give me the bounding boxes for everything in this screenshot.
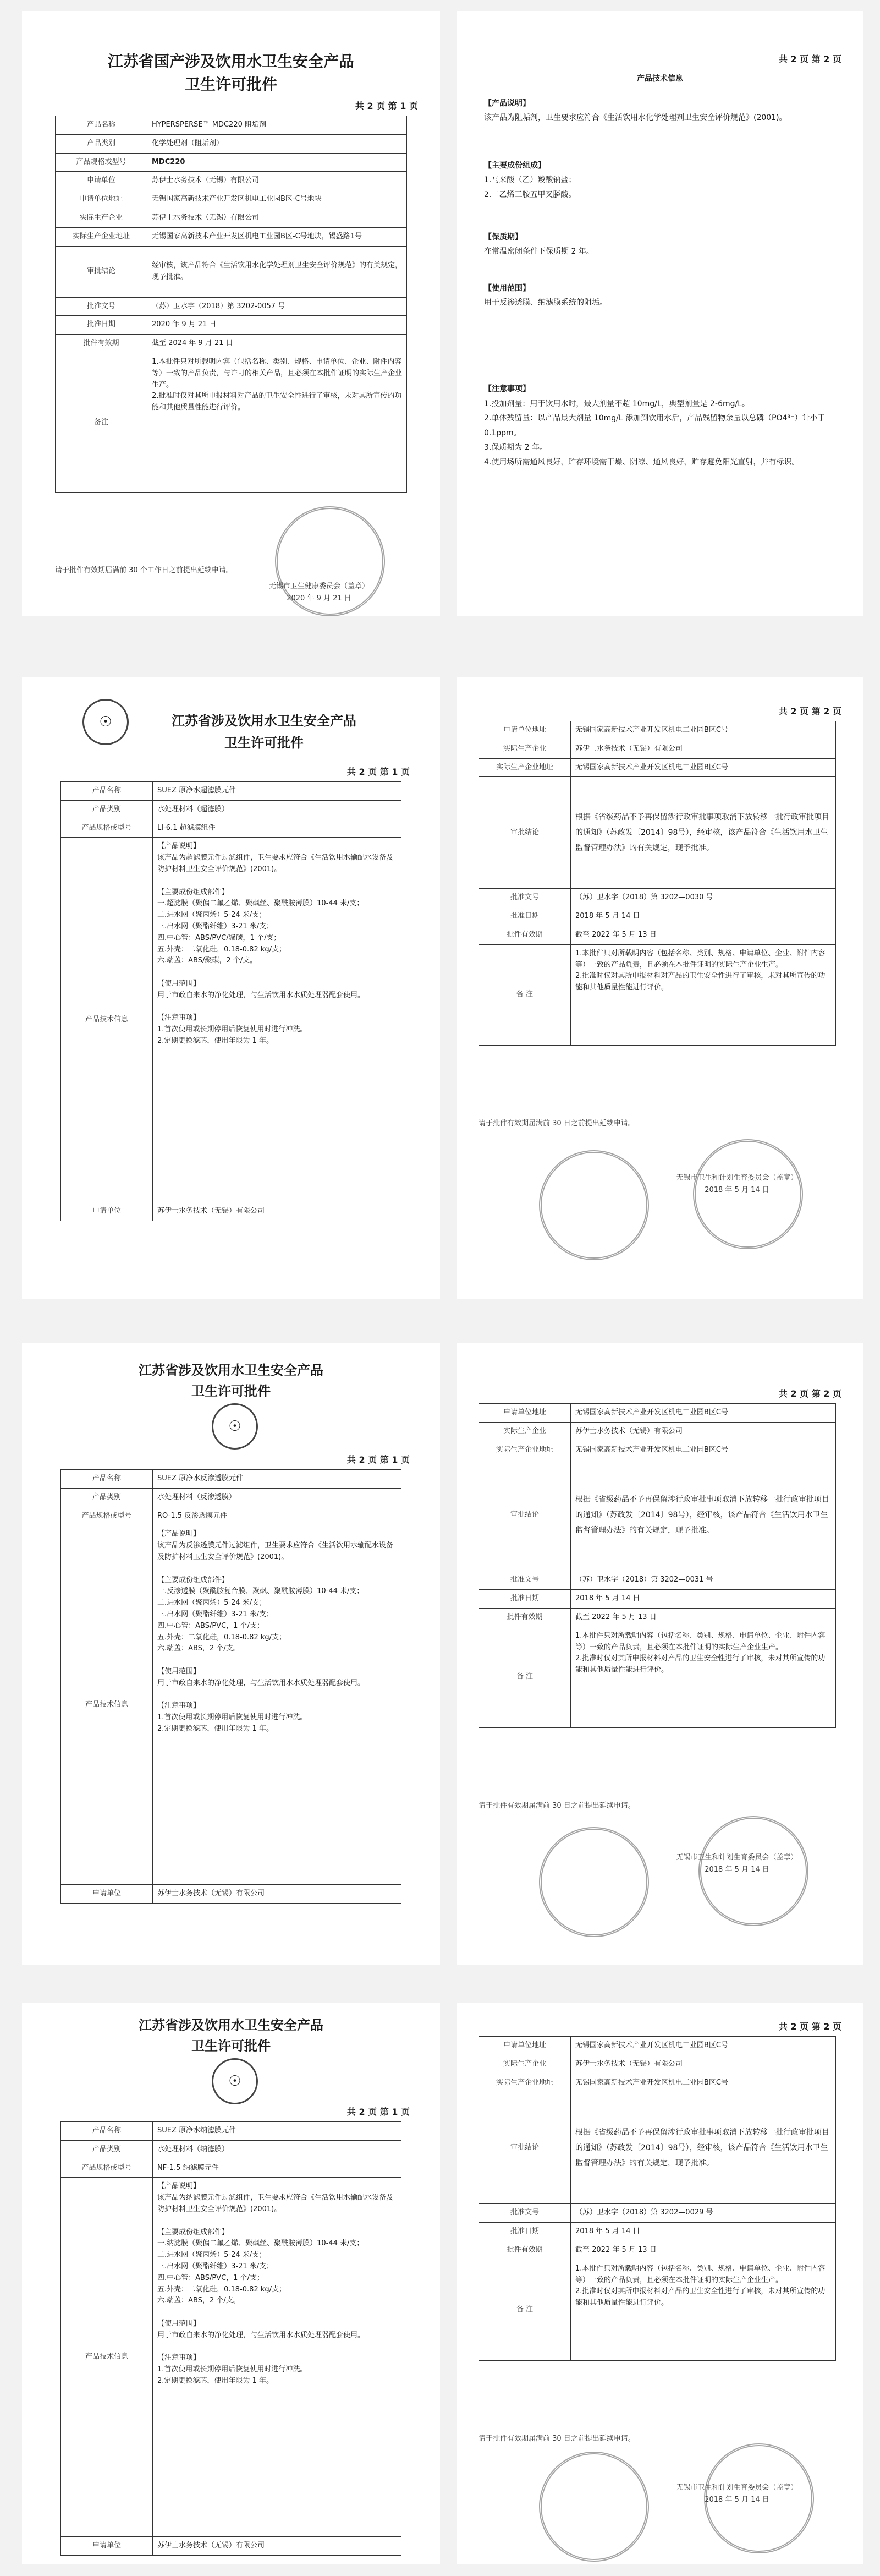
table-row: 批准文号 （苏）卫水字（2018）第 3202—0030 号 bbox=[479, 889, 836, 907]
table-row: 批准日期 2018 年 5 月 14 日 bbox=[479, 1590, 836, 1609]
table-row: 实际生产企业地址 无锡国家高新技术产业开发区机电工业园B区C号 bbox=[479, 2074, 836, 2092]
permit-table bbox=[55, 116, 407, 493]
table-row: 申请单位 苏伊士水务技术（无锡）有限公司 bbox=[61, 2537, 402, 2556]
permit-table bbox=[61, 2121, 402, 2556]
page-number: 共 2 页 第 1 页 bbox=[346, 1454, 410, 1465]
page-number: 共 2 页 第 2 页 bbox=[778, 54, 842, 64]
official-seal bbox=[525, 1813, 663, 1951]
issuer: 无锡市卫生和计划生育委员会（盖章） 2018 年 5 月 14 日 bbox=[676, 1853, 798, 1874]
official-seal bbox=[684, 1802, 823, 1940]
table-row: 备 注 1.本批件只对所载明内容（包括名称、类别、规格、申请单位、企业、附件内容等）一致的产品负责，且必须在本批件证明的实际生产企业生产。 2.批准时仅对其所申报材料对产品的卫生安全性进行了审核，未对其所宣传的功能和其他质量性能进行评价。 bbox=[479, 2260, 836, 2360]
table-row: 实际生产企业 苏伊士水务技术（无锡）有限公司 bbox=[479, 2055, 836, 2074]
table-row: 批准文号 （苏）卫水字（2018）第 3202-0057 号 bbox=[56, 297, 407, 316]
permit-table bbox=[61, 1469, 402, 1904]
table-row: 批件有效期 截至 2022 年 5 月 13 日 bbox=[479, 2241, 836, 2260]
footnote: 请于批件有效期届满前 30 日之前提出延续申请。 bbox=[479, 1119, 635, 1128]
table-row: 申请单位 苏伊士水务技术（无锡）有限公司 bbox=[61, 1202, 402, 1221]
permit-table bbox=[61, 781, 402, 1221]
doc4-page2 bbox=[457, 2003, 864, 2564]
table-row: 批准日期 2018 年 5 月 14 日 bbox=[479, 907, 836, 926]
table-row: 审批结论 根据《省级药品不予再保留涉行政审批事项取消下放转移一批行政审批项目的通知》（苏政发〔2014〕98号），经审核，该产品符合《生活饮用水卫生监督管理办法》的有关规定，现予批准。 bbox=[479, 1459, 836, 1571]
table-row: 产品类别 水处理材料（反渗透膜） bbox=[61, 1488, 402, 1507]
footnote: 请于批件有效期届满前 30 日之前提出延续申请。 bbox=[479, 1802, 635, 1810]
emblem-icon: ☉ bbox=[82, 699, 129, 745]
page-number: 共 2 页 第 1 页 bbox=[346, 767, 410, 777]
table-row: 产品名称 SUEZ 原净水反渗透膜元件 bbox=[61, 1470, 402, 1489]
page-number: 共 2 页 第 2 页 bbox=[778, 1388, 842, 1399]
doc3-page2 bbox=[457, 1343, 864, 1965]
table-row: 实际生产企业地址 无锡国家高新技术产业开发区机电工业园B区-C号地块，锡盛路1号 bbox=[56, 227, 407, 246]
table-row: 申请单位 苏伊士水务技术（无锡）有限公司 bbox=[56, 172, 407, 190]
permit-table bbox=[479, 721, 836, 1046]
doc-subtitle: 卫生许可批件 bbox=[191, 2038, 271, 2054]
doc-subtitle: 卫生许可批件 bbox=[184, 75, 277, 94]
doc-subtitle: 卫生许可批件 bbox=[224, 735, 304, 751]
table-row: 批准文号 （苏）卫水字（2018）第 3202—0029 号 bbox=[479, 2204, 836, 2223]
table-row: 产品技术信息 【产品说明】 该产品为纳滤膜元件过滤组件，卫生要求应符合《生活饮用水输配水设备及防护材料卫生安全评价规范》(2001)。 【主要成份组成部件】 一.纳滤膜（聚偏二氟乙烯、聚砜丝、聚酰胺薄膜）10-44 米/支； 二.进水网（聚丙烯）5-24 米/支； 三.出水网（聚酯纤维）3-21 米/支； 四.中心管：ABS/PVC，1 个/支； 五.外壳：二氧化硅，0.18-0.82 kg/支； 六.端盖：ABS，2 个/支。 【使用范围】 用于市政自来水的净化处理，与生活饮用水水质处理器配套使用。 【注意事项】 1.首次使用或长期停用后恢复使用时进行冲洗。 2.定期更换滤芯，使用年限为 1 年。 bbox=[61, 2178, 402, 2537]
page-number: 共 2 页 第 1 页 bbox=[355, 101, 418, 111]
table-row: 产品规格或型号 MDC220 bbox=[56, 153, 407, 172]
doc1-page1 bbox=[22, 11, 440, 616]
table-row: 批件有效期 截至 2024 年 9 月 21 日 bbox=[56, 335, 407, 353]
doc-title: 江苏省国产涉及饮用水卫生安全产品 bbox=[107, 52, 354, 70]
doc2-page2 bbox=[457, 677, 864, 1299]
page-number: 共 2 页 第 1 页 bbox=[346, 2107, 410, 2117]
table-row: 申请单位 苏伊士水务技术（无锡）有限公司 bbox=[61, 1885, 402, 1904]
table-row: 备 注 1.本批件只对所载明内容（包括名称、类别、规格、申请单位、企业、附件内容等）一致的产品负责，且必须在本批件证明的实际生产企业生产。 2.批准时仅对其所申报材料对产品的卫生安全性进行了审核，未对其所宣传的功能和其他质量性能进行评价。 bbox=[479, 1627, 836, 1727]
tech-info: 产品技术信息 【产品说明】 该产品为阻垢剂，卫生要求应符合《生活饮用水化学处理剂卫生安全评价规范》(2001)。 【主要成份组成】 1.马来酸（乙）羧酸钠盐； 2.二乙烯三胺五甲叉膦酸。 【保质期】 在常温密闭条件下保质期 2 年。 【使用范围】 用于反渗透膜、纳滤膜系统的阻垢。 【注意事项】 1.投加剂量：用于饮用水时，最大剂量不超 10mg/L，典型剂量是 2-6mg/L。 2.单体残留量：以产品最大剂量 10mg/L 添加到饮用水后，产品残留物余量以总磷（PO4³⁻）计小于 0.1ppm。 3.保质期为 2 年。 4.使用场所需通风良好，贮存环境需干燥、阴凉、通风良好，贮存避免阳光直射，并有标识。 bbox=[484, 74, 826, 467]
official-seal bbox=[679, 1125, 817, 1264]
official-seal bbox=[525, 2437, 663, 2576]
doc3-page1 bbox=[22, 1343, 440, 1965]
doc-subtitle: 卫生许可批件 bbox=[191, 1383, 271, 1399]
table-row: 产品规格或型号 NF-1.5 纳滤膜元件 bbox=[61, 2159, 402, 2178]
table-row: 申请单位地址 无锡国家高新技术产业开发区机电工业园B区-C号地块 bbox=[56, 190, 407, 209]
footnote: 请于批件有效期届满前 30 日之前提出延续申请。 bbox=[479, 2435, 635, 2443]
emblem-icon: ☉ bbox=[212, 2058, 258, 2104]
table-row: 实际生产企业地址 无锡国家高新技术产业开发区机电工业园B区C号 bbox=[479, 758, 836, 777]
table-row: 申请单位地址 无锡国家高新技术产业开发区机电工业园B区C号 bbox=[479, 1404, 836, 1423]
table-row: 实际生产企业 苏伊士水务技术（无锡）有限公司 bbox=[56, 209, 407, 227]
doc1-page2 bbox=[457, 11, 864, 616]
table-row: 审批结论 经审核，该产品符合《生活饮用水化学处理剂卫生安全评价规范》的有关规定，现予批准。 bbox=[56, 246, 407, 297]
doc-title: 江苏省涉及饮用水卫生安全产品 bbox=[139, 2017, 323, 2033]
table-row: 审批结论 根据《省级药品不予再保留涉行政审批事项取消下放转移一批行政审批项目的通知》（苏政发〔2014〕98号），经审核，该产品符合《生活饮用水卫生监督管理办法》的有关规定，现予批准。 bbox=[479, 2092, 836, 2204]
table-row: 产品规格或型号 LI-6.1 超滤膜组件 bbox=[61, 819, 402, 838]
table-row: 产品规格或型号 RO-1.5 反渗透膜元件 bbox=[61, 1507, 402, 1525]
permit-table bbox=[479, 1403, 836, 1728]
table-row: 备 注 1.本批件只对所载明内容（包括名称、类别、规格、申请单位、企业、附件内容等）一致的产品负责，且必须在本批件证明的实际生产企业生产。 2.批准时仅对其所申报材料对产品的卫生安全性进行了审核，未对其所宣传的功能和其他质量性能进行评价。 bbox=[479, 944, 836, 1045]
table-row: 产品技术信息 【产品说明】 该产品为超滤膜元件过滤组件，卫生要求应符合《生活饮用水输配水设备及防护材料卫生安全评价规范》(2001)。 【主要成份组成部件】 一.超滤膜（聚偏二氟乙烯、聚砜丝、聚酰胺薄膜）10-44 米/支； 二.进水网（聚丙烯）5-24 米/支； 三.出水网（聚酯纤维）3-21 米/支； 四.中心管：ABS/PVC/聚碳，1 个/支； 五.外壳：二氧化硅，0.18-0.82 kg/支； 六.端盖：ABS/聚碳，2 个/支。 【使用范围】 用于市政自来水的净化处理，与生活饮用水水质处理器配套使用。 【注意事项】 1.首次使用或长期停用后恢复使用时进行冲洗。 2.定期更换滤芯，使用年限为 1 年。 bbox=[61, 838, 402, 1202]
table-row: 产品名称 SUEZ 原净水超滤膜元件 bbox=[61, 782, 402, 801]
doc2-page1 bbox=[22, 677, 440, 1299]
table-row: 批准日期 2020 年 9 月 21 日 bbox=[56, 316, 407, 335]
official-seal bbox=[690, 2429, 828, 2568]
table-row: 备注 1.本批件只对所载明内容（包括名称、类别、规格、申请单位、企业、附件内容等）一致的产品负责，与许可的相关产品，且必须在本批件证明的实际生产企业生产。 2.批准时仅对其所申报材料对产品的卫生安全性进行了审核，未对其所宣传的功能和其他质量性能进行评价。 bbox=[56, 353, 407, 492]
doc-title: 江苏省涉及饮用水卫生安全产品 bbox=[172, 713, 356, 729]
table-row: 产品类别 化学处理剂（阻垢剂） bbox=[56, 134, 407, 153]
table-row: 产品类别 水处理材料（超滤膜） bbox=[61, 800, 402, 819]
issuer: 无锡市卫生和计划生育委员会（盖章） 2018 年 5 月 14 日 bbox=[676, 1174, 798, 1195]
page-number: 共 2 页 第 2 页 bbox=[778, 2021, 842, 2032]
table-row: 产品类别 水处理材料（纳滤膜） bbox=[61, 2140, 402, 2159]
table-row: 审批结论 根据《省级药品不予再保留涉行政审批事项取消下放转移一批行政审批项目的通知》（苏政发〔2014〕98号），经审核，该产品符合《生活饮用水卫生监督管理办法》的有关规定，现予批准。 bbox=[479, 777, 836, 889]
issuer: 无锡市卫生健康委员会（盖章） 2020 年 9 月 21 日 bbox=[268, 582, 369, 603]
table-row: 实际生产企业地址 无锡国家高新技术产业开发区机电工业园B区C号 bbox=[479, 1441, 836, 1459]
doc-title: 江苏省涉及饮用水卫生安全产品 bbox=[139, 1363, 323, 1378]
official-seal bbox=[261, 492, 399, 631]
table-row: 批准日期 2018 年 5 月 14 日 bbox=[479, 2223, 836, 2241]
table-row: 批件有效期 截至 2022 年 5 月 13 日 bbox=[479, 1608, 836, 1627]
table-row: 产品技术信息 【产品说明】 该产品为反渗透膜元件过滤组件，卫生要求应符合《生活饮用水输配水设备及防护材料卫生安全评价规范》(2001)。 【主要成份组成部件】 一.反渗透膜（聚酰胺复合膜、聚砜、聚酰胺薄膜）10-44 米/支； 二.进水网（聚丙烯）5-24 米/支； 三.出水网（聚酯纤维）3-21 米/支； 四.中心管：ABS/PVC，1 个/支； 五.外壳：二氧化硅，0.18-0.82 kg/支； 六.端盖：ABS，2 个/支。 【使用范围】 用于市政自来水的净化处理，与生活饮用水水质处理器配套使用。 【注意事项】 1.首次使用或长期停用后恢复使用时进行冲洗。 2.定期更换滤芯，使用年限为 1 年。 bbox=[61, 1525, 402, 1885]
issuer: 无锡市卫生和计划生育委员会（盖章） 2018 年 5 月 14 日 bbox=[676, 2484, 798, 2504]
official-seal bbox=[525, 1136, 663, 1275]
table-row: 实际生产企业 苏伊士水务技术（无锡）有限公司 bbox=[479, 1422, 836, 1441]
table-row: 申请单位地址 无锡国家高新技术产业开发区机电工业园B区C号 bbox=[479, 2037, 836, 2055]
emblem-icon: ☉ bbox=[212, 1403, 258, 1450]
table-row: 批件有效期 截至 2022 年 5 月 13 日 bbox=[479, 926, 836, 944]
footnote: 请于批件有效期届满前 30 个工作日之前提出延续申请。 bbox=[55, 566, 233, 575]
page-number: 共 2 页 第 2 页 bbox=[778, 706, 842, 717]
table-row: 申请单位地址 无锡国家高新技术产业开发区机电工业园B区C号 bbox=[479, 721, 836, 740]
doc4-page1 bbox=[22, 2003, 440, 2564]
table-row: 产品名称 HYPERSPERSE™ MDC220 阻垢剂 bbox=[56, 116, 407, 135]
table-row: 产品名称 SUEZ 原净水纳滤膜元件 bbox=[61, 2122, 402, 2141]
table-row: 实际生产企业 苏伊士水务技术（无锡）有限公司 bbox=[479, 740, 836, 758]
table-row: 批准文号 （苏）卫水字（2018）第 3202—0031 号 bbox=[479, 1571, 836, 1590]
permit-table bbox=[479, 2036, 836, 2361]
